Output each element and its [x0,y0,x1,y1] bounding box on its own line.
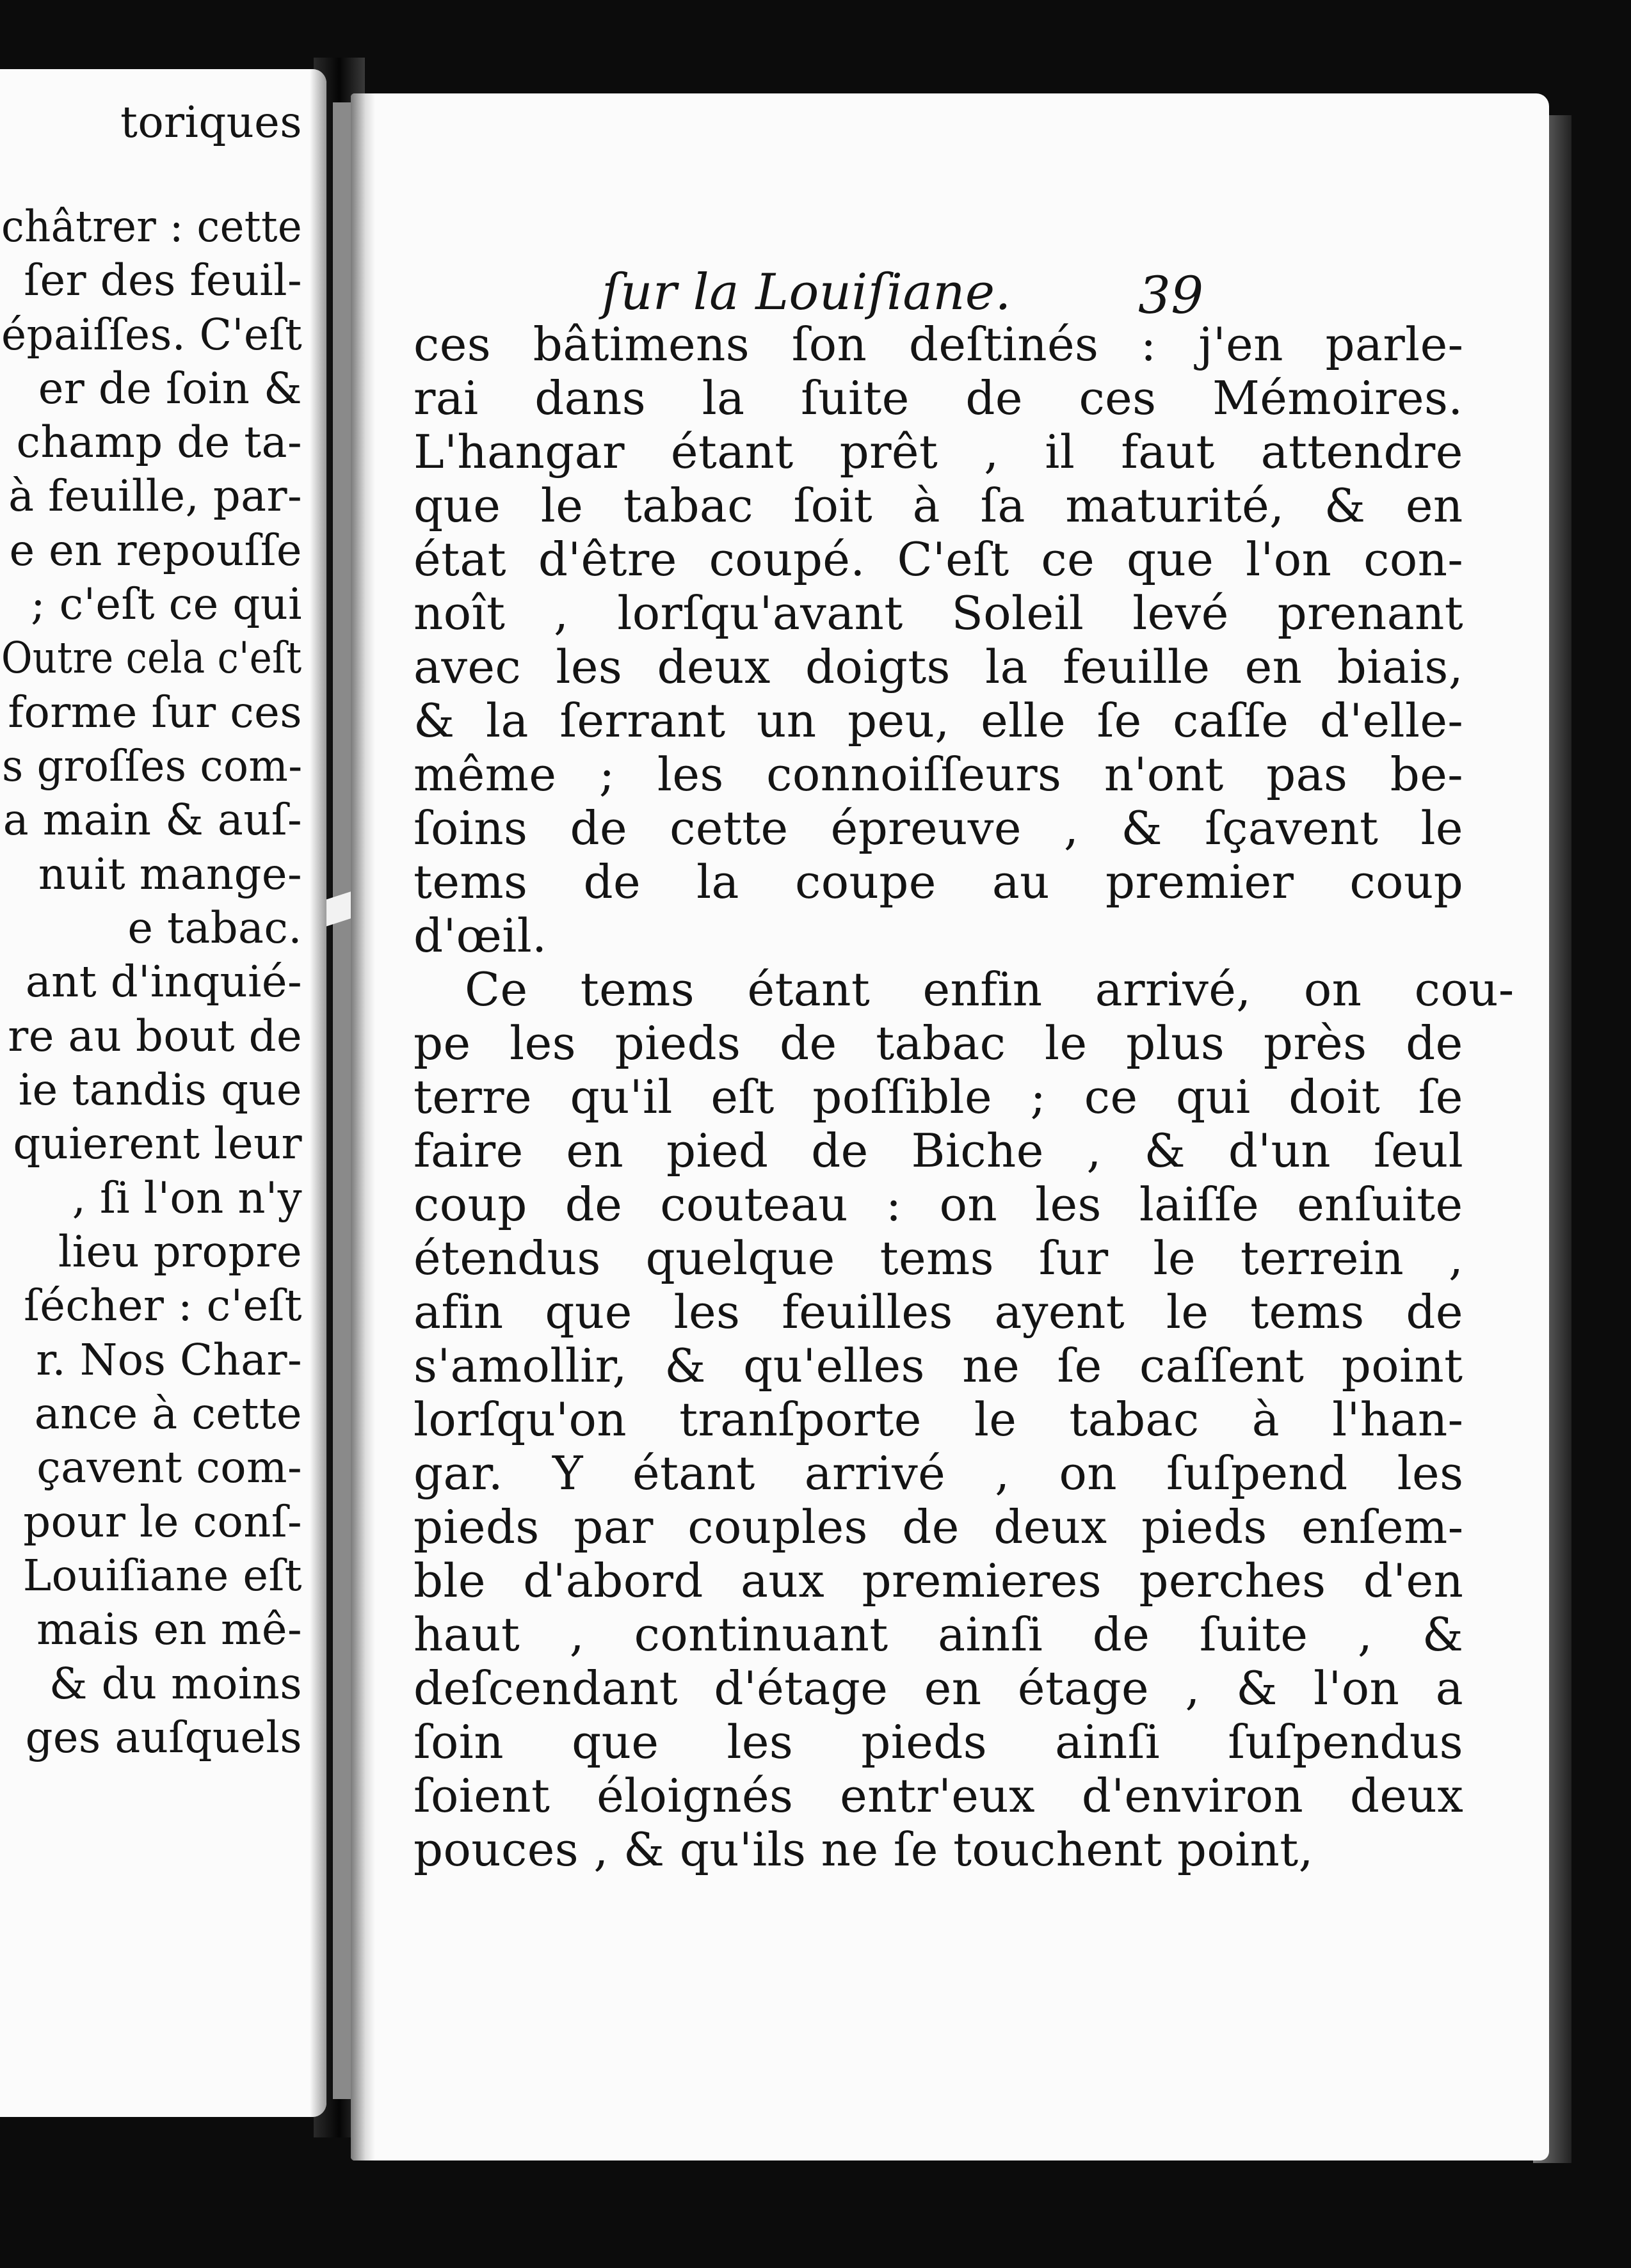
right-text-line: pouces , & qu'ils ne ſe touchent point, [414,1823,1314,1876]
left-text-line: Outre cela c'eſt [1,633,302,683]
left-text-line: ie tandis que [18,1065,302,1115]
right-text-line: s'amollir, & qu'elles ne ſe caſſent point [414,1339,1463,1393]
left-text-line: toriques [120,97,302,147]
right-text-line: d'œil. [414,909,547,962]
right-text-line: rai dans la ſuite de ces Mémoires. [414,371,1463,425]
left-text-line: mais en mê- [36,1604,302,1654]
right-text-line: ſoient éloignés entr'eux d'environ deux [414,1769,1464,1823]
left-text-line: champ de ta- [16,417,302,467]
left-text-line: épaiſſes. C'eſt [1,310,302,360]
right-page-fold-shadow [351,93,375,2160]
right-text-line: ſoin que les pieds ainſi ſuſpendus [414,1715,1463,1769]
left-text-line: , ſi l'on n'y [72,1173,302,1223]
left-text-line: er de ſoin & [38,363,302,413]
right-text-line: étendus quelque tems ſur le terrein , [414,1231,1464,1285]
right-text-line: lorſqu'on tranſporte le tabac à l'han- [414,1393,1464,1446]
right-text-line: pieds par couples de deux pieds enſem- [414,1500,1464,1554]
left-text-line: ance à cette [34,1389,302,1439]
left-page [0,69,326,2117]
left-text-line: & du moins [49,1659,302,1709]
right-text-line: L'hangar étant prêt , il faut attendre [414,425,1463,479]
running-head: ſur la Louiſiane. [602,264,1011,321]
left-text-line: a main & auſ- [3,795,302,845]
left-text-line: à feuille, par- [8,471,302,521]
right-text-line: état d'être coupé. C'eſt ce que l'on con- [414,532,1464,586]
right-text-line: même ; les connoiſſeurs n'ont pas be- [414,747,1463,801]
left-text-line: s groſſes com- [1,741,302,791]
right-text-line: Ce tems étant enfin arrivé, on cou- [465,962,1514,1016]
right-text-line: ces bâtimens ſon deſtinés : j'en parle- [414,317,1464,371]
right-text-line: noît , lorſqu'avant Soleil levé prenant [414,586,1464,640]
left-text-line: Louiſiane eſt [22,1551,302,1601]
right-text-line: avec les deux doigts la feuille en biais, [414,640,1464,694]
right-page [351,93,1549,2160]
left-text-line: lieu propre [58,1227,302,1277]
left-text-line: e tabac. [127,903,302,953]
left-text-line: ſécher : c'eſt [24,1281,302,1330]
left-text-line: forme ſur ces [8,687,302,737]
right-text-line: terre qu'il eſt poſſible ; ce qui doit ſe [414,1070,1463,1124]
left-text-line: ſer des feuil- [24,255,302,305]
left-text-line: re au bout de [8,1011,302,1061]
right-text-line: haut , continuant ainſi de ſuite , & [414,1608,1464,1661]
left-text-line: châtrer : cette [1,202,302,252]
right-text-line: pe les pieds de tabac le plus près de [414,1016,1463,1070]
right-text-line: tems de la coupe au premier coup [414,855,1464,909]
left-text-line: r. Nos Char- [36,1335,302,1385]
right-text-line: gar. Y étant arrivé , on ſuſpend les [414,1446,1464,1500]
right-text-line: que le tabac ſoit à ſa maturité, & en [414,479,1463,532]
left-text-line: e en repouſſe [9,525,302,575]
left-text-line: ant d'inquié- [25,957,302,1007]
right-text-line: ble d'abord aux premieres perches d'en [414,1554,1464,1608]
left-text-line: quierent leur [13,1119,302,1169]
left-text-line: çavent com- [36,1442,302,1492]
right-text-line: & la ſerrant un peu, elle ſe caſſe d'elle- [414,694,1464,747]
right-text-line: ſoins de cette épreuve , & ſçavent le [414,801,1463,855]
right-text-line: faire en pied de Biche , & d'un ſeul [414,1124,1464,1178]
right-text-line: afin que les feuilles ayent le tems de [414,1285,1463,1339]
right-text-line: coup de couteau : on les laiſſe enſuite [414,1178,1463,1231]
left-text-line: nuit mange- [38,849,302,899]
left-text-line: pour le conſ- [23,1497,302,1547]
page-number: 39 [1138,266,1204,325]
left-text-line: ; c'eſt ce qui [30,579,302,629]
right-text-line: deſcendant d'étage en étage , & l'on a [414,1661,1464,1715]
left-page-edge-shadow [310,69,326,2117]
left-text-line: ges auſquels [25,1713,302,1762]
